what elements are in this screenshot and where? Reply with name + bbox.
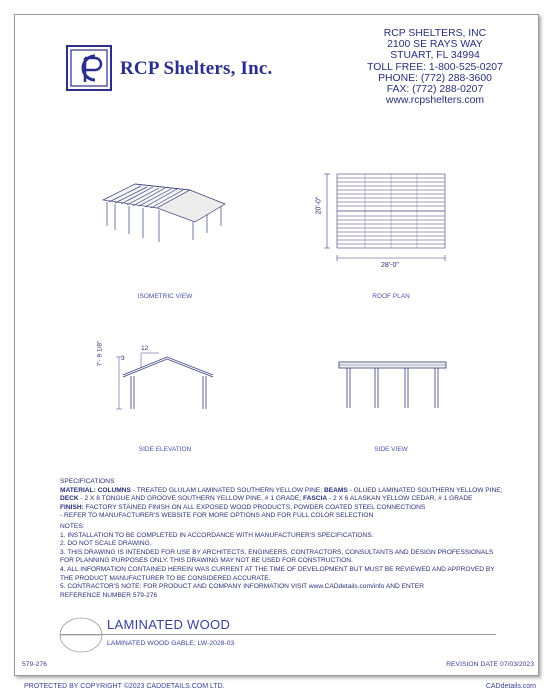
title-divider xyxy=(60,634,496,635)
deck-text: - 2 X 8 TONGUE AND GROOVE SOUTHERN YELLOW PINE, # 1 GRADE; xyxy=(80,495,302,503)
title-circle-icon xyxy=(58,615,104,655)
material-label: MATERIAL: xyxy=(60,486,96,494)
spec-finish-line xyxy=(60,504,520,513)
note-line: THE PRODUCT MANUFACTURER TO BE CONSIDERED ACCURATE. xyxy=(60,574,271,582)
deck-label: DECK xyxy=(60,495,79,503)
height-dimension: 7'- 9 1/8" xyxy=(96,340,104,367)
spec-refer-line: - REFER TO MANUFACTURER'S WEBSITE FOR MORE OPTIONS AND FOR FULL COLOR SELECTION xyxy=(60,512,374,520)
finish-label: FINISH: xyxy=(60,503,84,511)
note-line: 2. DO NOT SCALE DRAWING. xyxy=(60,540,152,548)
revision-date: REVISION DATE 07/03/2023 xyxy=(446,661,534,668)
drawing-title: LAMINATED WOOD xyxy=(107,617,231,632)
fascia-label: FASCIA xyxy=(302,495,328,503)
roof-plan-label: ROOF PLAN xyxy=(372,293,410,300)
pitch-run: 12 xyxy=(141,345,149,352)
cad-details-link[interactable]: CADdetails.com xyxy=(485,683,536,690)
beams-text: - GLUED LAMINATED SOUTHERN YELLOW PINE; xyxy=(349,486,503,494)
isometric-view-drawing xyxy=(95,178,245,248)
side-view-label: SIDE VIEW xyxy=(374,446,408,453)
notes-heading: NOTES: xyxy=(60,522,85,530)
side-elevation-label: SIDE ELEVATION xyxy=(138,446,192,453)
spec-deck-line xyxy=(60,495,520,504)
company-address-block xyxy=(340,28,530,106)
company-line: RCP SHELTERS, INC xyxy=(383,28,487,39)
beams-label: BEAMS xyxy=(323,486,348,494)
roof-width-dimension: 28'-0" xyxy=(381,262,399,269)
roof-plan-drawing xyxy=(315,168,455,268)
company-line: TOLL FREE: 1-800-525-0207 xyxy=(367,61,503,73)
note-line: 3. THIS DRAWING IS INTENDED FOR USE BY ARCHITECTS, ENGINEERS, CONTRACTORS, CONSULTANTS AND DESIGN PROFESSIONALS xyxy=(60,548,494,556)
specifications-block xyxy=(60,478,520,600)
company-logo-text: RCP Shelters, Inc. xyxy=(120,58,273,79)
isometric-view-label: ISOMETRIC VIEW xyxy=(137,293,193,300)
specs-heading: SPECIFICATIONS xyxy=(60,478,115,485)
note-line: FOR PLANNING PURPOSES ONLY. THIS DRAWING MAY NOT BE USED FOR CONSTRUCTION. xyxy=(60,557,353,565)
copyright-bar xyxy=(14,677,538,695)
note-line: 1. INSTALLATION TO BE COMPLETED IN ACCORDANCE WITH MANUFACTURER'S SPECIFICATIONS. xyxy=(60,531,374,539)
drawing-subtitle: LAMINATED WOOD GABLE: LW-2028-03 xyxy=(107,640,235,647)
note-line: 4. ALL INFORMATION CONTAINED HEREIN WAS CURRENT AT THE TIME OF DEVELOPMENT BUT MUST BE REVIEWED AND APPROVED BY xyxy=(60,565,495,573)
columns-text: - TREATED GLULAM LAMINATED SOUTHERN YELLOW PINE; xyxy=(132,486,323,494)
note-line: 5. CONTRACTOR'S NOTE: FOR PRODUCT AND COMPANY INFORMATION VISIT www.CADdetails.com/info AND ENTER xyxy=(60,583,424,591)
columns-label: COLUMNS xyxy=(97,486,131,494)
company-line: 2100 SE RAYS WAY xyxy=(387,39,483,51)
company-website: www.rcpshelters.com xyxy=(385,95,485,107)
spec-material-line xyxy=(60,487,520,496)
side-view-drawing xyxy=(335,358,450,413)
company-line: FAX: (772) 288-0207 xyxy=(386,84,484,96)
copyright-text: PROTECTED BY COPYRIGHT ©2023 CADDETAILS.COM LTD. xyxy=(24,683,225,690)
side-elevation-drawing xyxy=(115,345,235,415)
note-line: REFERENCE NUMBER 579-276 xyxy=(60,591,158,599)
roof-depth-dimension: 20'-0" xyxy=(315,196,323,215)
fascia-text: - 2 X 6 ALASKAN YELLOW CEDAR, # 1 GRADE xyxy=(329,495,473,503)
company-line: STUART, FL 34994 xyxy=(390,50,480,62)
pitch-rise: 3 xyxy=(121,355,125,362)
reference-number: 579-276 xyxy=(22,661,47,668)
finish-text: FACTORY STAINED FINISH ON ALL EXPOSED WOOD PRODUCTS, POWDER COATED STEEL CONNECTIONS xyxy=(85,503,426,511)
company-line: PHONE: (772) 288-3600 xyxy=(378,72,492,84)
